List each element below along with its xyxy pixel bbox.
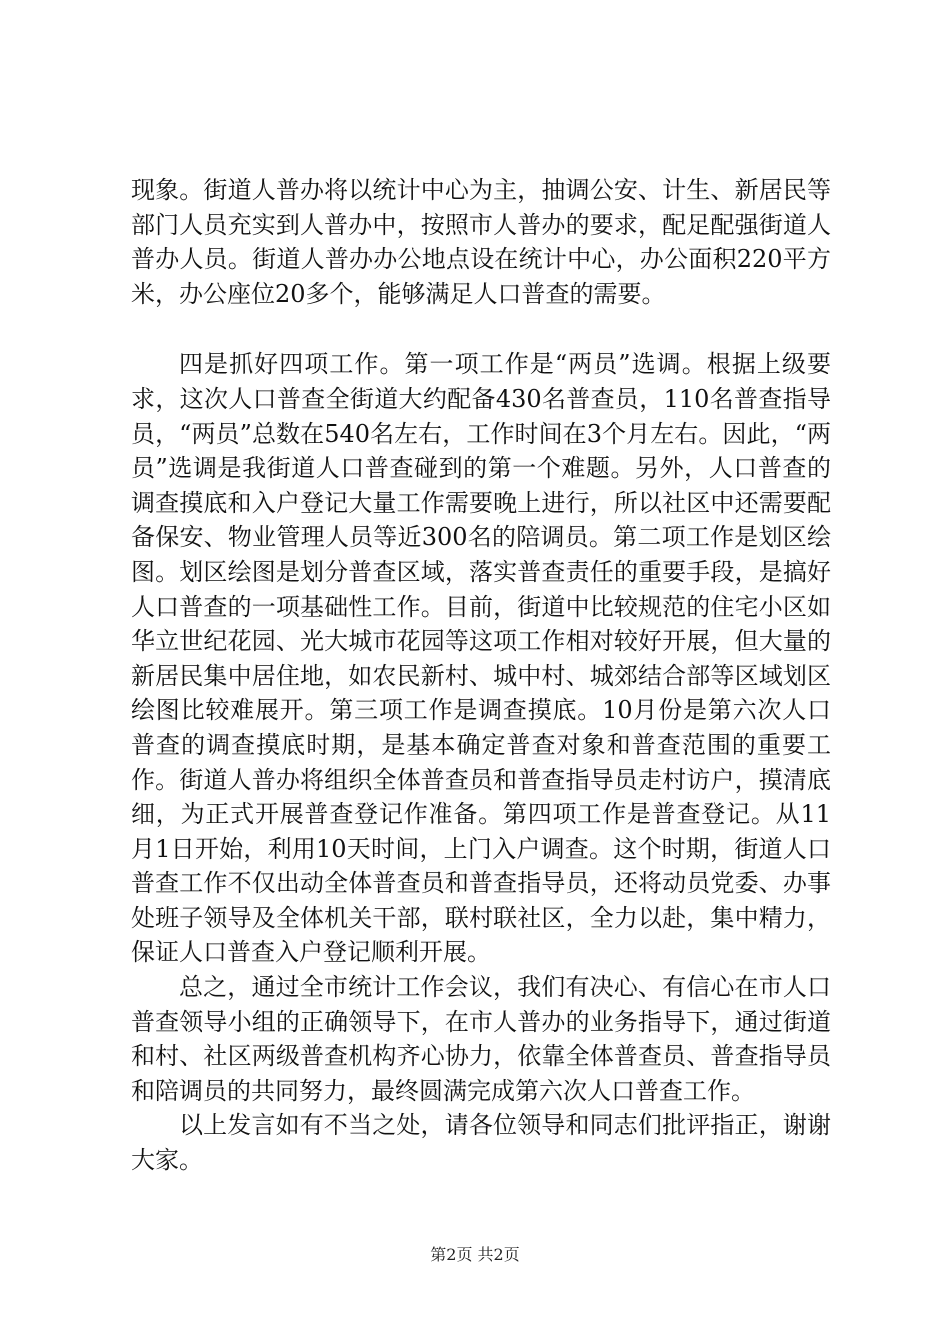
page-footer: 第2页 共2页 (430, 1245, 520, 1264)
paragraph-four-tasks: 四是抓好四项工作。第一项工作是“两员”选调。根据上级要求，这次人口普查全街道大约配备430名普查员，110名普查指导员，“两员”总数在540名左右，工作时间在3个月左右。因此，“两员”选调是我街道人口普查碰到的第一个难题。另外，人口普查的调查摸底和入户登记大量工作需要晚上进行，所以社区中还需要配备保安、物业管理人员等近300名的陪调员。第二项工作是划区绘图。划区绘图是划分普查区域，落实普查责任的重要手段，是搞好人口普查的一项基础性工作。目前，街道中比较规范的住宅小区如华立世纪花园、光大城市花园等这项工作相对较好开展，但大量的新居民集中居住地，如农民新村、城中村、城郊结合部等区域划区绘图比较难展开。第三项工作是调查摸底。10月份是第六次人口普查的调查摸底时期，是基本确定普查对象和普查范围的重要工作。街道人普办将组织全体普查员和普查指导员走村访户，摸清底细，为正式开展普查登记作准备。第四项工作是普查登记。从11月1日开始，利用10天时间，上门入户调查。这个时期，街道人口普查工作不仅出动全体普查员和普查指导员，还将动员党委、办事处班子领导及全体机关干部，联村联社区，全力以赴，集中精力，保证人口普查入户登记顺利开展。 (131, 350, 831, 967)
paragraph-continuation: 现象。街道人普办将以统计中心为主，抽调公安、计生、新居民等部门人员充实到人普办中，按照市人普办的要求，配足配强街道人普办人员。街道人普办办公地点设在统计中心，办公面积220平方米，办公座位20多个，能够满足人口普查的需要。 (131, 176, 831, 308)
document-body (131, 173, 831, 1178)
paragraph-closing: 以上发言如有不当之处，请各位领导和同志们批评指正，谢谢大家。 (131, 1111, 831, 1175)
paragraph-conclusion: 总之，通过全市统计工作会议，我们有决心、有信心在市人口普查领导小组的正确领导下，在市人普办的业务指导下，通过街道和村、社区两级普查机构齐心协力，依靠全体普查员、普查指导员和陪调员的共同努力，最终圆满完成第六次人口普查工作。 (131, 973, 831, 1105)
paragraph-spacer (131, 311, 831, 347)
